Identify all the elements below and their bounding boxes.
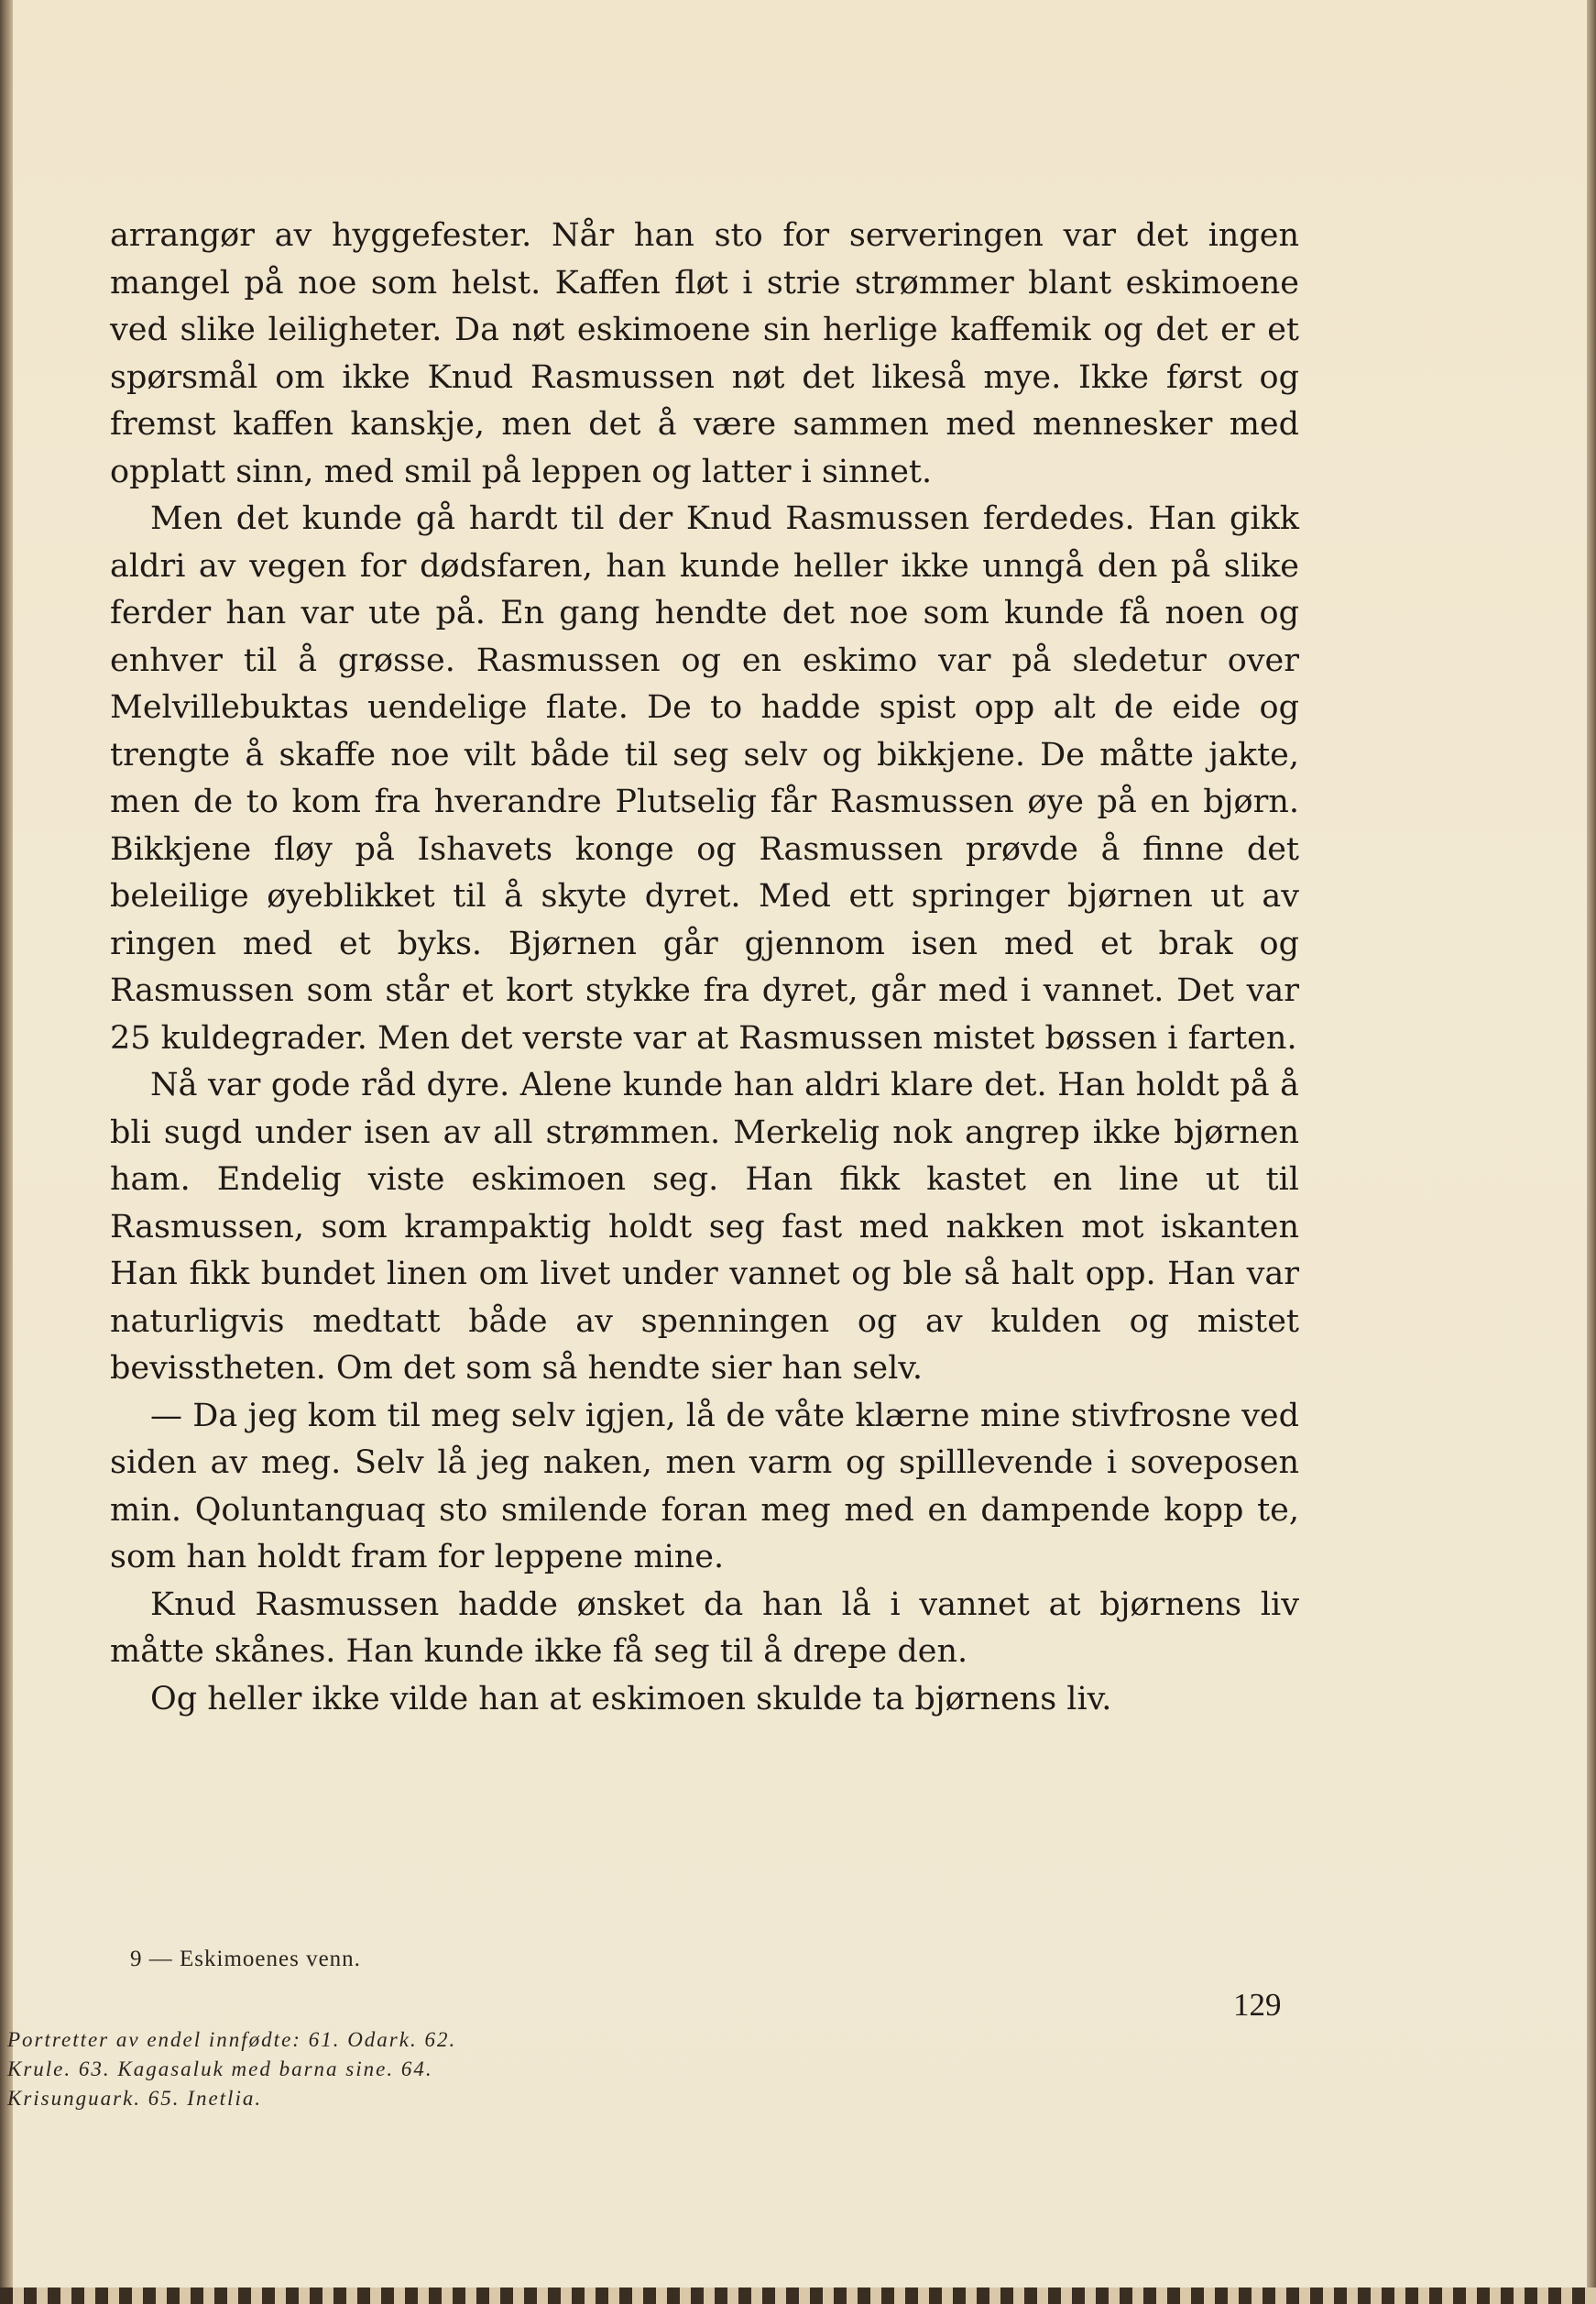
page-right-edge [1587, 0, 1596, 2304]
paragraph-2: Men det kunde gå hardt til der Knud Rasmussen ferdedes. Han gikk aldri av vegen for dødsfaren, han kunde heller ikke unngå den på slike ferder han var ute på. En gang hendte det noe som kunde få noen og enhver til å grøsse. Rasmussen og en eskimo var på sledetur over Melvillebuktas uendelige flate. De to hadde spist opp alt de eide og trengte å skaffe noe vilt både til seg selv og bikkjene. De måtte jakte, men de to kom fra hverandre Plutselig får Rasmussen øye på en bjørn. Bikkjene fløy på Ishavets konge og Rasmussen prøvde å finne det beleilige øyeblikket til å skyte dyret. Med ett springer bjørnen ut av ringen med et byks. Bjørnen går gjennom isen med et brak og Rasmussen som står et kort stykke fra dyret, går med i vannet. Det var 25 kuldegrader. Men det verste var at Rasmussen mistet bøssen i farten. [110, 500, 1299, 1057]
paragraph-1: arrangør av hyggefester. Når han sto for serveringen var det ingen mangel på noe som helst. Kaffen fløt i strie strømmer blant eskimoene ved slike leiligheter. Da nøt eskimoene sin herlige kaffemik og det er et spørsmål om ikke Knud Rasmussen nøt det likeså mye. Ikke først og fremst kaffen kanskje, men det å være sammen med mennesker med opplatt sinn, med smil på leppen og latter i sinnet. [110, 217, 1299, 490]
paragraph-3: Nå var gode råd dyre. Alene kunde han aldri klare det. Han holdt på å bli sugd under isen av all strømmen. Merkelig nok angrep ikke bjørnen ham. Endelig viste eskimoen seg. Han fikk kastet en line ut til Rasmussen, som krampaktig holdt seg fast med nakken mot iskanten Han fikk bundet linen om livet under vannet og ble så halt opp. Han var naturligvis medtatt både av spenningen og av kulden og mistet bevisstheten. Om det som så hendte sier han selv. [110, 1067, 1299, 1387]
caption-line: Krule. 63. Kagasaluk med barna sine. 64. [7, 2057, 433, 2080]
paragraph-5: Knud Rasmussen hadde ønsket da han lå i vannet at bjørnens liv måtte skånes. Han kunde ikke få seg til å drepe den. [110, 1585, 1299, 1670]
photo-caption [7, 2025, 649, 2113]
body-text [110, 213, 1299, 1723]
page-bottom-edge [0, 2288, 1596, 2304]
paragraph-4: — Da jeg kom til meg selv igjen, lå de våte klærne mine stivfrosne ved siden av meg. Selv lå jeg naken, men varm og spilllevende i soveposen min. Qoluntanguaq sto smilende foran meg med en dampende kopp te, som han holdt fram for leppene mine. [110, 1397, 1299, 1575]
footer-signature: 9 — Eskimoenes venn. [130, 1947, 361, 1971]
page-left-edge [0, 0, 13, 2304]
page-number: 129 [1233, 1987, 1282, 2023]
paragraph-6: Og heller ikke vilde han at eskimoen skulde ta bjørnens liv. [150, 1680, 1112, 1717]
caption-line: Krisunguark. 65. Inetlia. [7, 2087, 263, 2110]
caption-line: Portretter av endel innfødte: 61. Odark. 62. [7, 2028, 457, 2051]
